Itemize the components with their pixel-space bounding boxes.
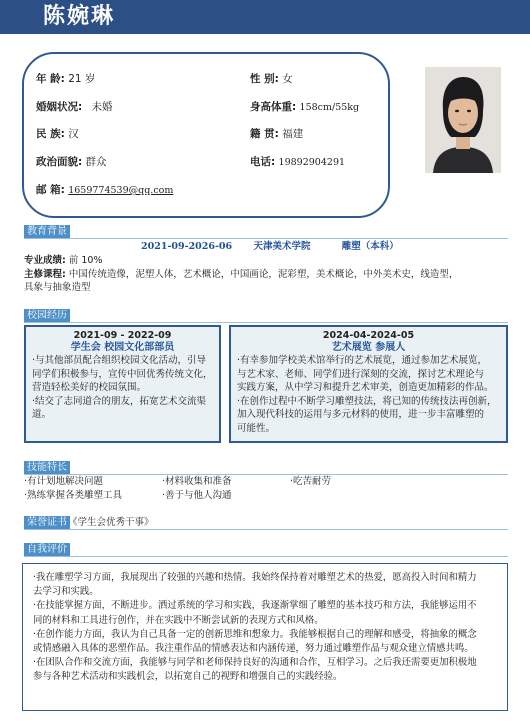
height-field	[250, 101, 359, 114]
self-line: ·在技能掌握方面，不断进步。洒过系统的学习和实践，我逐渐掌细了雕塑的基本技巧和方法，我能够运用不	[33, 600, 477, 612]
marital-value: 未婚	[91, 101, 113, 113]
section-title-campus: 校园经历	[24, 309, 70, 322]
age-field	[36, 73, 95, 86]
card-line: 道。	[32, 409, 52, 421]
card-role: 艺术展览 参展人	[331, 342, 406, 353]
education-period: 2021-09-2026-06	[141, 241, 233, 252]
education-school: 天津美术学院	[253, 241, 311, 252]
self-line: 或情感融入具体的恶塑作品。我注重作品的情感表达和内涵传递，努力通过雕塑作品与观众建立情感共鸣。	[33, 643, 474, 655]
honor-item: 《学生会优秀干事》	[68, 517, 154, 528]
age-label: 年 龄:	[36, 73, 65, 85]
section-divider	[24, 556, 508, 557]
portrait-image	[425, 67, 501, 173]
card-line: 营造轻松美好的校园氛围。	[32, 382, 147, 394]
ethnicity-value: 汉	[68, 128, 79, 140]
card-period: 2021-09 - 2022-09	[73, 330, 172, 341]
ethnicity-label: 民 族:	[36, 128, 65, 140]
card-line: 同学们积极参与，宣传中回优秀传统文化，	[32, 368, 213, 380]
skill-item: ·善于与他人沟通	[162, 490, 232, 501]
politics-field	[36, 156, 107, 169]
gender-field	[250, 73, 293, 86]
height-label: 身高体重:	[250, 101, 297, 113]
phone-value: 19892904291	[278, 157, 346, 168]
marital-field	[36, 101, 113, 114]
card-period: 2024-04-2024-05	[322, 330, 415, 341]
score-row	[24, 254, 102, 267]
courses-label: 主修课程:	[24, 269, 66, 280]
self-line: ·在创作能力方面，我认为自己具备一定的创新思维和想象力。我能够根据自己的理解和感受，将抽象的概念	[33, 628, 477, 640]
campus-card	[24, 325, 221, 443]
email-label: 邮 箱:	[36, 184, 65, 196]
phone-field	[250, 156, 345, 169]
phone-label: 电话:	[250, 156, 276, 168]
section-divider	[24, 529, 508, 530]
origin-field	[250, 128, 303, 141]
section-title-self: 自我评价	[24, 543, 70, 556]
section-divider	[24, 238, 508, 239]
skill-item: ·有计划地解决问题	[24, 476, 104, 487]
resume-name: 陈婉琳	[43, 4, 116, 29]
card-line: 实践方案，从中学习和提升艺术审美，创造更加精彩的作品。	[237, 382, 494, 394]
gender-label: 性 别:	[250, 73, 279, 85]
education-major: 雕塑（本科）	[341, 241, 399, 252]
card-line: 与艺术家、老师、同学们进行深刻的交流，探讨艺术理论与	[237, 368, 485, 380]
courses-line1: 中国传统造像，泥塑人体，艺术概论，中国画论，泥彩塑，美术概论，中外美术史，线造型，	[68, 269, 459, 280]
politics-label: 政治面貌:	[36, 156, 83, 168]
ethnicity-field	[36, 128, 79, 141]
profile-photo	[425, 67, 501, 173]
campus-card	[229, 325, 508, 443]
self-evaluation-box	[22, 563, 508, 711]
section-title-honors: 荣誉证书	[24, 516, 70, 529]
score-label: 专业成绩:	[24, 255, 66, 266]
origin-label: 籍 贯:	[250, 128, 279, 140]
card-role: 学生会 校园文化部部员	[70, 342, 175, 353]
education-header	[141, 240, 399, 253]
card-line: ·在创作过程中不断学习雕塑技法，将已知的传统技法再创新，	[237, 395, 497, 407]
age-value: 21 岁	[68, 73, 96, 85]
card-line: ·结交了志同道合的朋友，拓宽艺术交流渠	[32, 395, 207, 407]
email-field	[36, 184, 173, 197]
height-value: 158cm/55kg	[299, 102, 360, 113]
courses-line2: 具象与抽象造型	[24, 282, 91, 293]
self-line: 去学习和实践。	[33, 586, 99, 598]
gender-value: 女	[282, 73, 293, 85]
card-line: ·有幸参加学校美术馆举行的艺术展览，通过参加艺术展览，	[237, 355, 488, 366]
marital-label: 婚姻状况:	[36, 101, 83, 113]
section-title-education: 教育背景	[24, 225, 70, 238]
self-line: ·我在雕塑学习方面，我展现出了较强的兴趣和热情。我始终保持着对雕塑艺术的热爱，愿高投入时间和精力	[33, 572, 477, 583]
self-line: ·在团队合作和交流方面，我能够与同学和老师保持良好的沟通和合作，互相学习。之后我还需要更加积极地	[33, 657, 477, 669]
skill-item: ·熟练掌握各类雕塑工具	[24, 490, 123, 501]
politics-value: 群众	[85, 156, 107, 168]
courses-row	[24, 268, 458, 281]
skill-item: ·材料收集和准备	[162, 476, 232, 487]
skill-item: ·吃苦耐劳	[290, 476, 332, 487]
origin-value: 福建	[282, 128, 304, 140]
self-line: 同的材料和工具进行创作，并在实践中不断尝试新的表现方式和风格。	[33, 614, 324, 626]
section-divider	[24, 322, 508, 323]
score-value: 前 10%	[68, 255, 103, 266]
section-title-skills: 技能特长	[24, 461, 70, 474]
email-value[interactable]: 1659774539@qq.com	[68, 185, 174, 196]
card-line: 可能性。	[237, 422, 276, 434]
card-line: 加入现代科技的运用与多元材料的使用，进一步丰富雕塑的	[237, 409, 485, 421]
self-line: 参与各种艺术活动和实践机会，以拓宽自己的视野和增强自己的实践经验。	[33, 671, 343, 683]
card-line: ·与其他部员配合组织校园文化活动，引导	[32, 355, 207, 366]
